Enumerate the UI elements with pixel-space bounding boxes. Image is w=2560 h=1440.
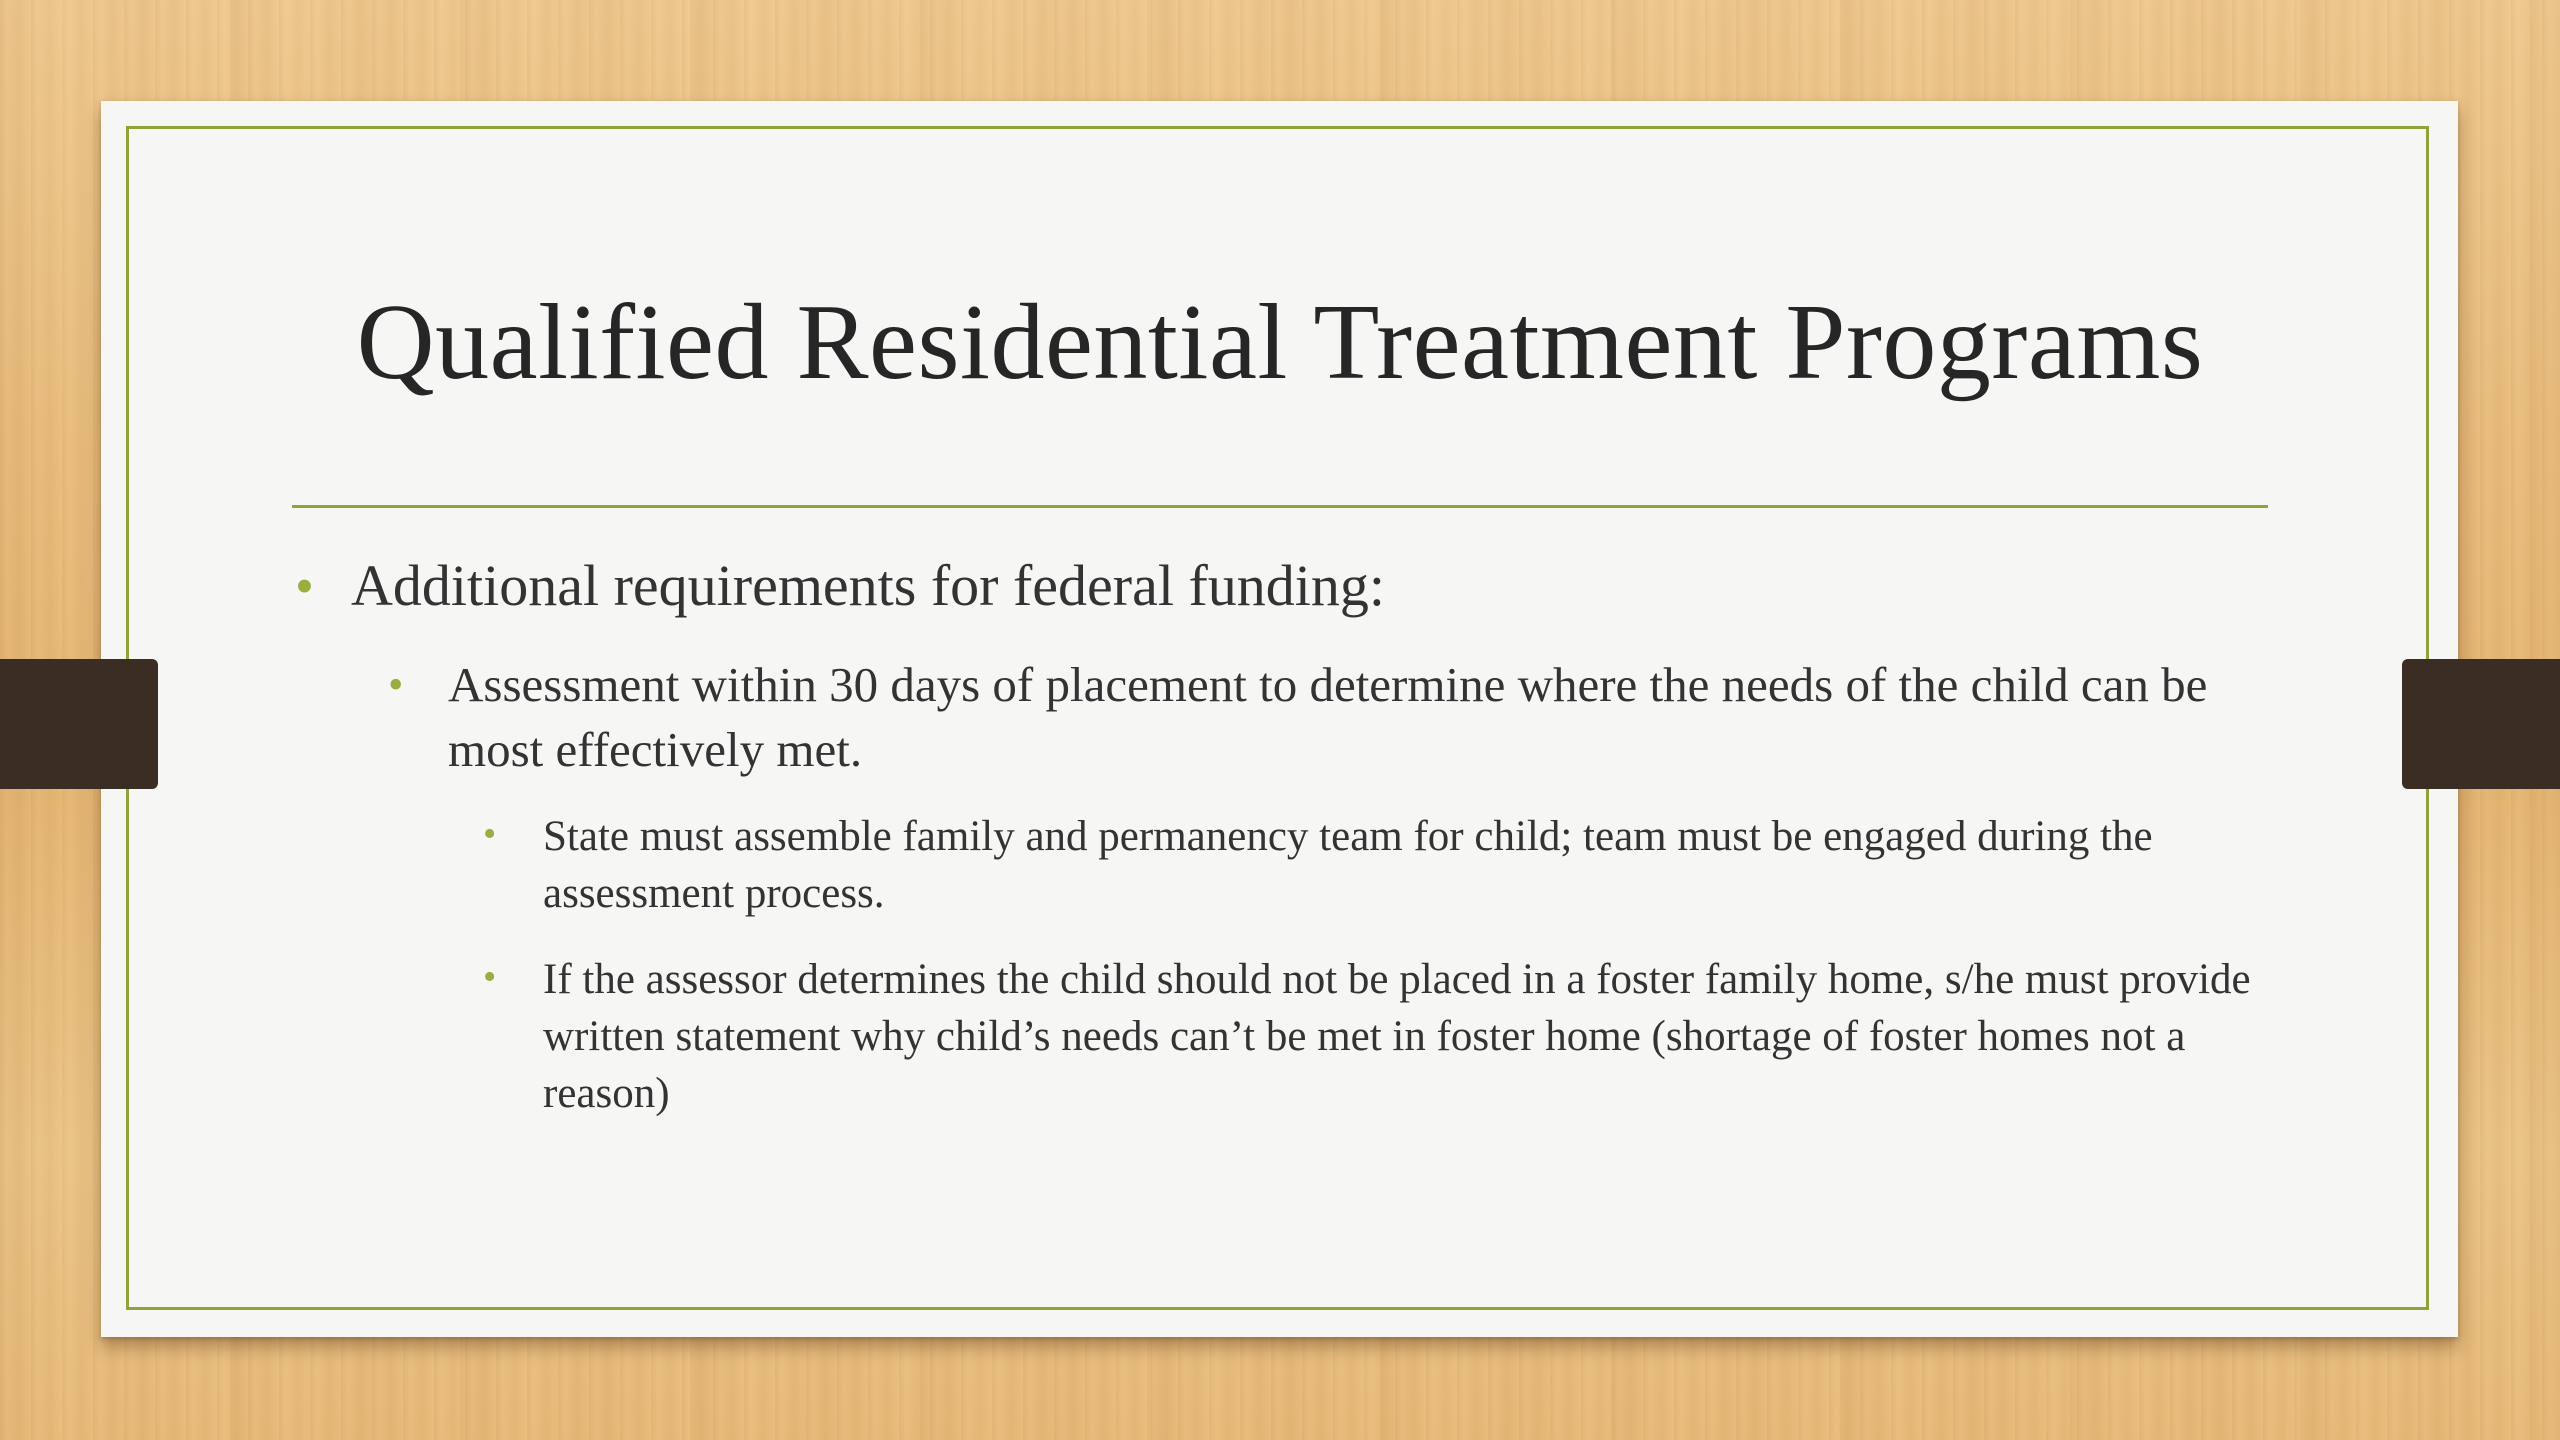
bullet-dot-icon: • bbox=[483, 956, 497, 998]
slide-title: Qualified Residential Treatment Programs bbox=[356, 283, 2204, 402]
bullet-dot-icon: • bbox=[483, 813, 497, 855]
bullet-dot-icon: • bbox=[295, 556, 314, 616]
bullet-text: If the assessor determines the child should not be placed in a foster family home, s/he must provide written statement why child’s needs can’t be met in foster home (shortage of foster homes not a reason) bbox=[543, 956, 2251, 1117]
right-binder-tab bbox=[2402, 659, 2560, 789]
bullet-text: Additional requirements for federal funding: bbox=[351, 553, 1386, 618]
bullet-text: Assessment within 30 days of placement to determine where the needs of the child can be most effectively met. bbox=[448, 657, 2208, 777]
bullet-dot-icon: • bbox=[388, 660, 404, 709]
bullet-text: State must assemble family and permanency team for child; team must be engaged during the assessment process. bbox=[543, 813, 2153, 917]
title-divider bbox=[292, 505, 2268, 508]
left-binder-tab bbox=[0, 659, 158, 789]
